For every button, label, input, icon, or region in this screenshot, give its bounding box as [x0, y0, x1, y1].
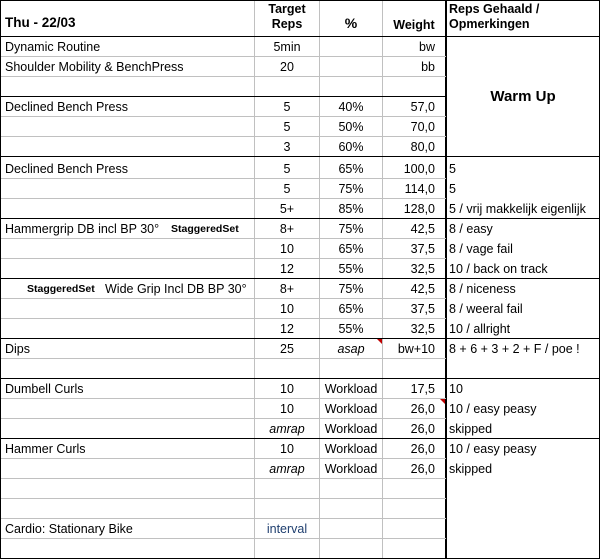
reps-cell[interactable]: 5min: [273, 40, 301, 54]
reps-cell[interactable]: 12: [280, 322, 294, 336]
weight-cell[interactable]: 42,5: [410, 222, 435, 236]
exercise-cell[interactable]: Dips: [5, 342, 31, 356]
percent-cell[interactable]: 75%: [338, 182, 364, 196]
reps-cell[interactable]: 5: [283, 162, 291, 176]
percent-cell[interactable]: [320, 359, 382, 379]
reps-cell[interactable]: 10: [280, 402, 294, 416]
weight-cell[interactable]: [383, 479, 435, 499]
weight-cell[interactable]: bb: [421, 60, 435, 74]
notes-cell[interactable]: 8 / niceness: [449, 282, 516, 296]
notes-cell[interactable]: 8 / easy: [449, 222, 493, 236]
weight-cell[interactable]: 26,0: [410, 442, 435, 456]
weight-cell[interactable]: 100,0: [403, 162, 435, 176]
percent-cell[interactable]: 40%: [338, 100, 364, 114]
notes-cell[interactable]: skipped: [449, 422, 493, 436]
reps-cell[interactable]: [255, 479, 319, 499]
notes-cell[interactable]: 8 / vage fail: [449, 242, 513, 256]
percent-cell[interactable]: 55%: [338, 262, 364, 276]
percent-cell[interactable]: 65%: [338, 162, 364, 176]
weight-cell[interactable]: 32,5: [410, 262, 435, 276]
exercise-cell[interactable]: Declined Bench Press: [5, 162, 128, 176]
exercise-cell[interactable]: Wide Grip Incl DB BP 30°: [105, 282, 247, 296]
percent-cell[interactable]: 50%: [338, 120, 364, 134]
percent-cell[interactable]: [320, 499, 382, 519]
percent-cell[interactable]: Workload: [324, 442, 378, 456]
weight-cell[interactable]: [383, 519, 435, 539]
percent-cell[interactable]: [320, 57, 382, 77]
notes-cell[interactable]: 5: [449, 182, 456, 196]
weight-cell[interactable]: 57,0: [410, 100, 435, 114]
reps-cell[interactable]: 10: [280, 302, 294, 316]
percent-cell[interactable]: Workload: [324, 462, 378, 476]
notes-cell[interactable]: 10 / allright: [449, 322, 511, 336]
notes-cell[interactable]: 5: [449, 162, 456, 176]
weight-cell[interactable]: [383, 499, 435, 519]
date-header: Thu - 22/03: [5, 15, 76, 30]
weight-cell[interactable]: 26,0: [410, 462, 435, 476]
percent-cell[interactable]: 85%: [338, 202, 364, 216]
weight-cell[interactable]: 37,5: [410, 242, 435, 256]
percent-cell[interactable]: [320, 77, 382, 97]
weight-cell[interactable]: 114,0: [404, 182, 435, 196]
percent-cell[interactable]: [320, 479, 382, 499]
weight-header: Weight: [393, 18, 435, 32]
reps-cell[interactable]: amrap: [269, 462, 305, 476]
reps-cell[interactable]: 20: [280, 60, 294, 74]
exercise-cell[interactable]: Hammergrip DB incl BP 30°: [5, 222, 160, 236]
percent-cell[interactable]: Workload: [324, 382, 378, 396]
warmup-label: Warm Up: [490, 88, 556, 105]
reps-cell[interactable]: 12: [280, 262, 294, 276]
weight-cell[interactable]: [383, 77, 435, 97]
percent-cell[interactable]: [320, 37, 382, 57]
notes-cell[interactable]: skipped: [449, 462, 493, 476]
weight-cell[interactable]: 37,5: [410, 302, 435, 316]
notes-cell[interactable]: 10: [449, 382, 463, 396]
comment-indicator[interactable]: [377, 339, 382, 344]
reps-cell[interactable]: [255, 77, 319, 97]
weight-cell[interactable]: 42,5: [410, 282, 435, 296]
target-reps-header: Target Reps: [268, 2, 306, 31]
staggered-set-tag[interactable]: StaggeredSet: [171, 223, 239, 235]
percent-cell[interactable]: 60%: [338, 140, 364, 154]
percent-cell[interactable]: 65%: [338, 242, 364, 256]
exercise-cell[interactable]: Dynamic Routine: [5, 40, 101, 54]
notes-header: Reps Gehaald / Opmerkingen: [449, 2, 540, 31]
notes-cell[interactable]: 10 / back on track: [449, 262, 548, 276]
notes-cell[interactable]: 5 / vrij makkelijk eigenlijk: [449, 202, 586, 216]
percent-header: %: [344, 15, 358, 31]
percent-cell[interactable]: 55%: [338, 322, 364, 336]
reps-cell[interactable]: 25: [280, 342, 294, 356]
reps-cell[interactable]: 10: [280, 242, 294, 256]
notes-cell[interactable]: 8 / weeral fail: [449, 302, 523, 316]
reps-cell[interactable]: interval: [266, 522, 308, 536]
weight-cell[interactable]: 80,0: [410, 140, 435, 154]
weight-cell[interactable]: 32,5: [410, 322, 435, 336]
exercise-cell[interactable]: Dumbell Curls: [5, 382, 84, 396]
reps-cell[interactable]: 5: [283, 182, 291, 196]
staggered-set-tag[interactable]: StaggeredSet: [27, 283, 95, 295]
reps-cell[interactable]: 5+: [279, 202, 295, 216]
weight-cell[interactable]: 26,0: [410, 422, 435, 436]
percent-cell[interactable]: Workload: [324, 402, 378, 416]
notes-cell[interactable]: 8 + 6 + 3 + 2 + F / poe !: [449, 342, 580, 356]
reps-cell[interactable]: [255, 359, 319, 379]
weight-cell[interactable]: bw+10: [397, 342, 435, 356]
reps-cell[interactable]: 8+: [279, 222, 295, 236]
reps-cell[interactable]: [255, 499, 319, 519]
exercise-cell[interactable]: Hammer Curls: [5, 442, 86, 456]
notes-cell[interactable]: 10 / easy peasy: [449, 442, 537, 456]
reps-cell[interactable]: 3: [283, 140, 291, 154]
percent-cell[interactable]: Workload: [324, 422, 378, 436]
reps-cell[interactable]: amrap: [269, 422, 305, 436]
reps-cell[interactable]: 10: [280, 382, 294, 396]
weight-cell[interactable]: 17,5: [410, 382, 435, 396]
weight-cell[interactable]: 26,0: [410, 402, 435, 416]
reps-cell[interactable]: 5: [283, 120, 291, 134]
reps-cell[interactable]: 5: [283, 100, 291, 114]
exercise-cell[interactable]: Shoulder Mobility & BenchPress: [5, 60, 184, 74]
percent-cell[interactable]: [320, 519, 382, 539]
reps-cell[interactable]: 8+: [279, 282, 295, 296]
weight-cell[interactable]: 128,0: [403, 202, 435, 216]
notes-cell[interactable]: 10 / easy peasy: [449, 402, 537, 416]
weight-cell[interactable]: 70,0: [410, 120, 435, 134]
weight-cell[interactable]: bw: [419, 40, 435, 54]
percent-cell[interactable]: 65%: [338, 302, 364, 316]
exercise-cell[interactable]: Cardio: Stationary Bike: [5, 522, 133, 536]
notes-column-divider: [445, 1, 447, 558]
exercise-cell[interactable]: Declined Bench Press: [5, 100, 128, 114]
reps-cell[interactable]: 10: [280, 442, 294, 456]
comment-indicator[interactable]: [440, 399, 445, 404]
percent-cell[interactable]: 75%: [338, 222, 364, 236]
weight-cell[interactable]: [383, 359, 435, 379]
percent-cell[interactable]: 75%: [338, 282, 364, 296]
percent-cell[interactable]: asap: [337, 342, 365, 356]
